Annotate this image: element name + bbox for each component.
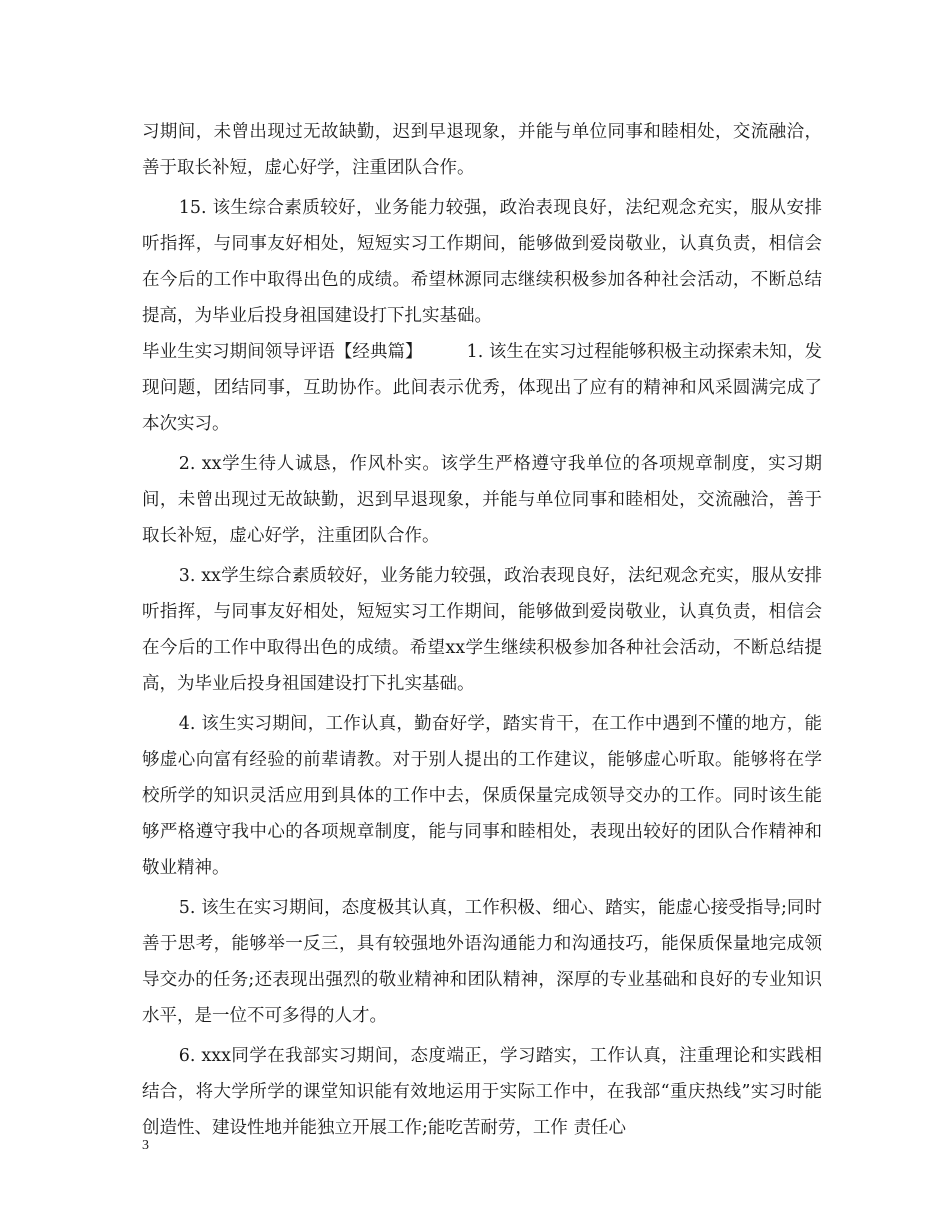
paragraph-text: 1. 该生在实习过程能够积极主动探索未知，发现问题，团结同事，互助协作。此间表示优秀，体现出了应有的精神和风采圆满完成了本次实习。: [142, 342, 823, 434]
paragraph-text: 5. 该生在实习期间，态度极其认真，工作积极、细心、踏实，能虚心接受指导;同时善于思考，能够举一反三，具有较强地外语沟通能力和沟通技巧，能保质保量地完成领导交办的任务;还表现出强烈的敬业精神和团队精神，深厚的专业基础和良好的专业知识水平，是一位不可多得的人才。: [142, 898, 822, 1026]
paragraph-item-5: [142, 890, 822, 1034]
document-body: [142, 114, 822, 1146]
paragraph-text: 4. 该生实习期间，工作认真，勤奋好学，踏实肯干，在工作中遇到不懂的地方，能够虚心向富有经验的前辈请教。对于别人提出的工作建议，能够虚心听取。能够将在学校所学的知识灵活应用到具体的工作中去，保质保量完成领导交办的工作。同时该生能够严格遵守我中心的各项规章制度，能与同事和睦相处，表现出较好的团队合作精神和敬业精神。: [142, 714, 822, 878]
page-number: 3: [142, 1138, 149, 1153]
paragraph-text: 3. xx学生综合素质较好，业务能力较强，政治表现良好，法纪观念充实，服从安排听指挥，与同事友好相处，短短实习工作期间，能够做到爱岗敬业，认真负责，相信会在今后的工作中取得出色的成绩。希望xx学生继续积极参加各种社会活动，不断总结提高，为毕业后投身祖国建设打下扎实基础。: [142, 566, 822, 694]
paragraph-continuation: [142, 114, 822, 186]
paragraph-section-start: [142, 334, 822, 442]
paragraph-text: 习期间，未曾出现过无故缺勤，迟到早退现象，并能与单位同事和睦相处，交流融洽，善于取长补短，虚心好学，注重团队合作。: [142, 122, 822, 178]
paragraph-item-3: [142, 558, 822, 702]
section-heading: 毕业生实习期间领导评语【经典篇】: [142, 342, 423, 362]
paragraph-item-6: [142, 1038, 822, 1146]
paragraph-item-4: [142, 706, 822, 886]
paragraph-item-2: [142, 446, 822, 554]
paragraph-text: 6. xxx同学在我部实习期间，态度端正，学习踏实，工作认真，注重理论和实践相结合，将大学所学的课堂知识能有效地运用于实际工作中，在我部“重庆热线”实习时能创造性、建设性地并能独立开展工作;能吃苦耐劳，工作 责任心: [142, 1046, 822, 1138]
paragraph-text: 15. 该生综合素质较好，业务能力较强，政治表现良好，法纪观念充实，服从安排听指挥，与同事友好相处，短短实习工作期间，能够做到爱岗敬业，认真负责，相信会在今后的工作中取得出色的成绩。希望林源同志继续积极参加各种社会活动，不断总结提高，为毕业后投身祖国建设打下扎实基础。: [142, 198, 822, 326]
paragraph-text: 2. xx学生待人诚恳，作风朴实。该学生严格遵守我单位的各项规章制度，实习期间，未曾出现过无故缺勤，迟到早退现象，并能与单位同事和睦相处，交流融洽，善于取长补短，虚心好学，注重团队合作。: [142, 454, 822, 546]
paragraph-item-15: [142, 190, 822, 334]
